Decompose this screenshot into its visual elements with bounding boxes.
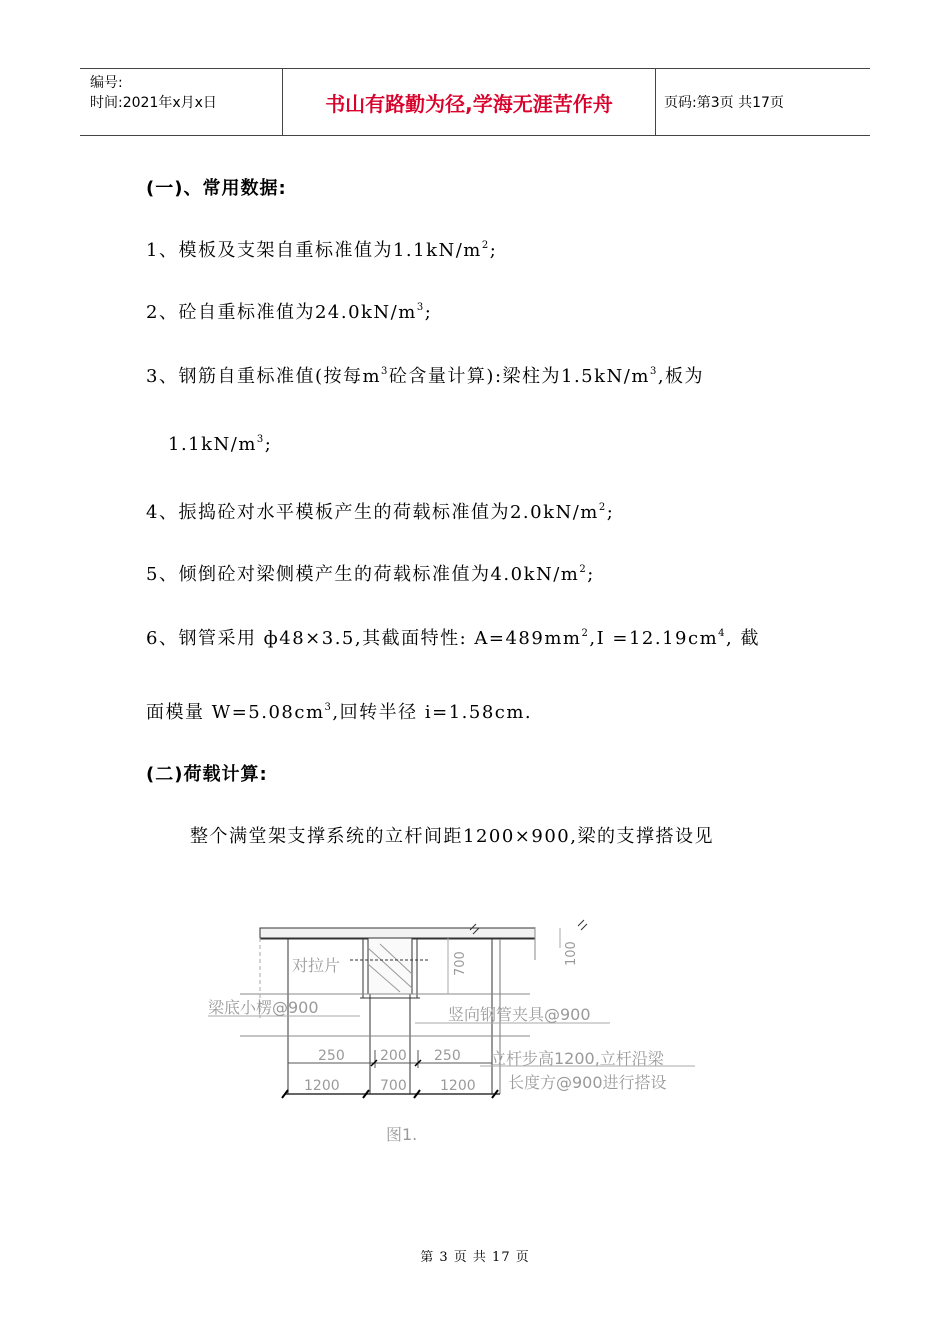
- dim-1200-left: 1200: [304, 1078, 340, 1094]
- header-meta: [80, 69, 282, 135]
- item-5: 5、倾倒砼对梁侧模产生的荷载标准值为$4.0kN/m^2$;: [146, 564, 595, 585]
- page-footer: 第 3 页 共 17 页: [420, 1250, 530, 1265]
- label-tie: 对拉片: [292, 956, 341, 975]
- item-2: 2、砼自重标准值为$24.0kN/m^3$;: [146, 302, 433, 323]
- figure-caption: 图1.: [386, 1125, 418, 1144]
- item-1: 1、模板及支架自重标准值为$1.1kN/m^2$;: [146, 240, 498, 261]
- dim-700-vertical: 700: [453, 951, 468, 976]
- dim-700: 700: [380, 1078, 407, 1094]
- header-motto: 书山有路勤为径,学海无涯苦作舟: [282, 69, 656, 135]
- item-3: 3、钢筋自重标准值(按每$m^3$砼含量计算):梁柱为$1.5kN/m^3$,板为: [146, 366, 705, 387]
- header-page-info: 页码:第3页 共17页: [664, 95, 784, 111]
- time-label: 时间:2021年x月x日: [90, 95, 217, 111]
- item-6-continued: 面模量 $W=5.08cm^3$,回转半径 i=1.58cm.: [146, 702, 533, 723]
- dim-100: 100: [564, 941, 579, 966]
- number-label: 编号:: [90, 75, 123, 91]
- section2-title: (二)荷载计算:: [146, 764, 268, 785]
- dim-200: 200: [380, 1048, 407, 1064]
- item-3-continued: $1.1kN/m^3$;: [168, 434, 273, 455]
- intro-paragraph: 整个满堂架支撑系统的立杆间距1200×900,梁的支撑搭设见: [190, 826, 714, 847]
- dim-250-left: 250: [318, 1048, 345, 1064]
- note-line-1: 立杆步高1200,立杆沿梁: [490, 1049, 664, 1068]
- item-6: 6、钢管采用 ф48×3.5,其截面特性: $A=489mm^2,I =12.19cm^4$, 截: [146, 628, 760, 649]
- note-line-2: 长度方@900进行搭设: [508, 1073, 667, 1092]
- figure-1: [200, 908, 710, 1148]
- beam-support-diagram: [200, 908, 710, 1148]
- page-header: [80, 68, 870, 136]
- label-vertical-clamp: 竖向钢管夹具@900: [448, 1005, 591, 1024]
- item-4: 4、振捣砼对水平模板产生的荷载标准值为$2.0kN/m^2$;: [146, 502, 615, 523]
- section1-title: (一)、常用数据:: [146, 178, 287, 199]
- label-beam-bottom: 梁底小楞@900: [208, 998, 319, 1017]
- dim-250-right: 250: [434, 1048, 461, 1064]
- dim-1200-right: 1200: [440, 1078, 476, 1094]
